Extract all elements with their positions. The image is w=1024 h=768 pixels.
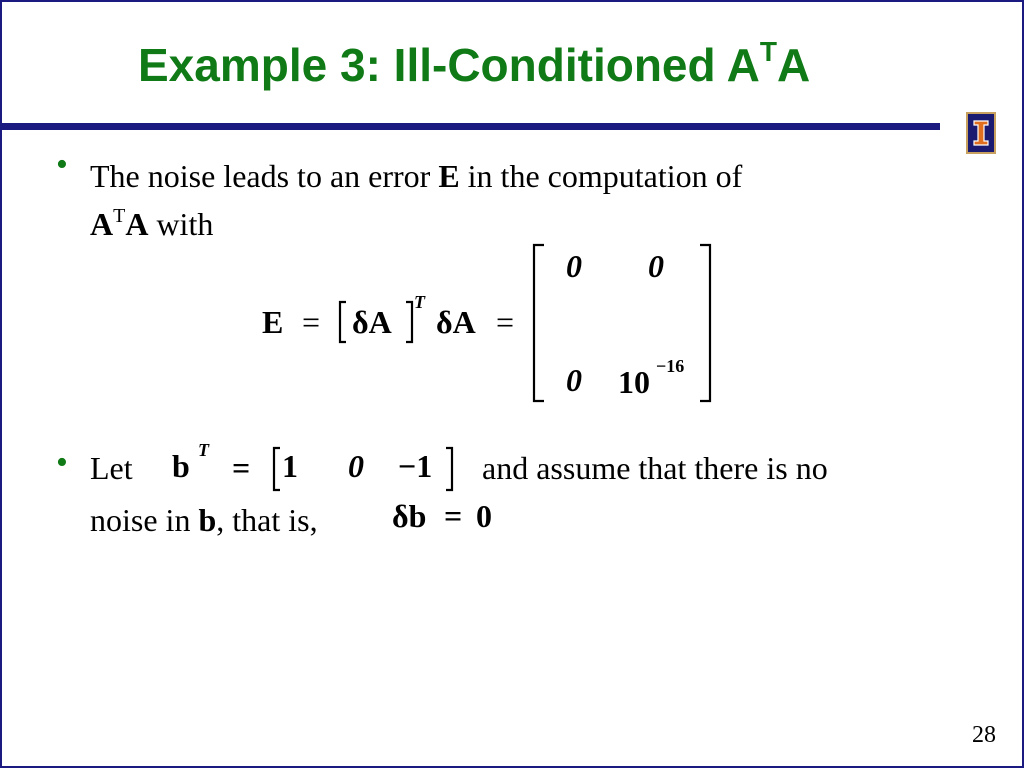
bullet-2-line-1-rest: and assume that there is no [482,450,828,486]
vector-v1: 1 [282,448,298,484]
title-rule [0,123,940,130]
eq-dA: δA [352,304,392,340]
eq-db-zero: 0 [476,498,492,534]
bullet-2-line-2: noise in b, that is, [90,502,318,538]
eq-dA-2: δA [436,304,476,340]
bullet-2-marker: • [56,444,68,481]
eq-db: δb [392,498,427,534]
matrix-m12: 0 [648,248,664,284]
eq-db-equals: = [444,498,463,534]
slide-title: Example 3: Ill-Conditioned $A^TA$ [138,35,811,91]
matrix-m11: 0 [566,248,582,284]
eq-b-transpose: T [198,440,209,460]
bullet-1-marker: • [56,146,68,183]
eq-transpose: T [414,292,425,312]
bullet-1-line-1: The noise leads to an error E in the computation of [90,158,743,194]
university-logo-icon [966,112,996,154]
vector-v2: 0 [348,448,364,484]
matrix-m22-exponent: −16 [656,356,685,376]
eq-b: b [172,448,190,484]
vector-v3: −1 [398,448,433,484]
bullet-1-line-2: $A^TA$ with [90,205,214,242]
matrix-m22: 10 [618,364,650,400]
eq-equals-2: = [496,304,515,340]
eq-equals-1: = [302,304,321,340]
matrix-m21: 0 [566,362,582,398]
eq-b-equals: = [232,450,251,486]
page-number: 28 [972,722,996,748]
eq-E: E [262,304,284,340]
bullet-2-let: Let [90,450,133,486]
